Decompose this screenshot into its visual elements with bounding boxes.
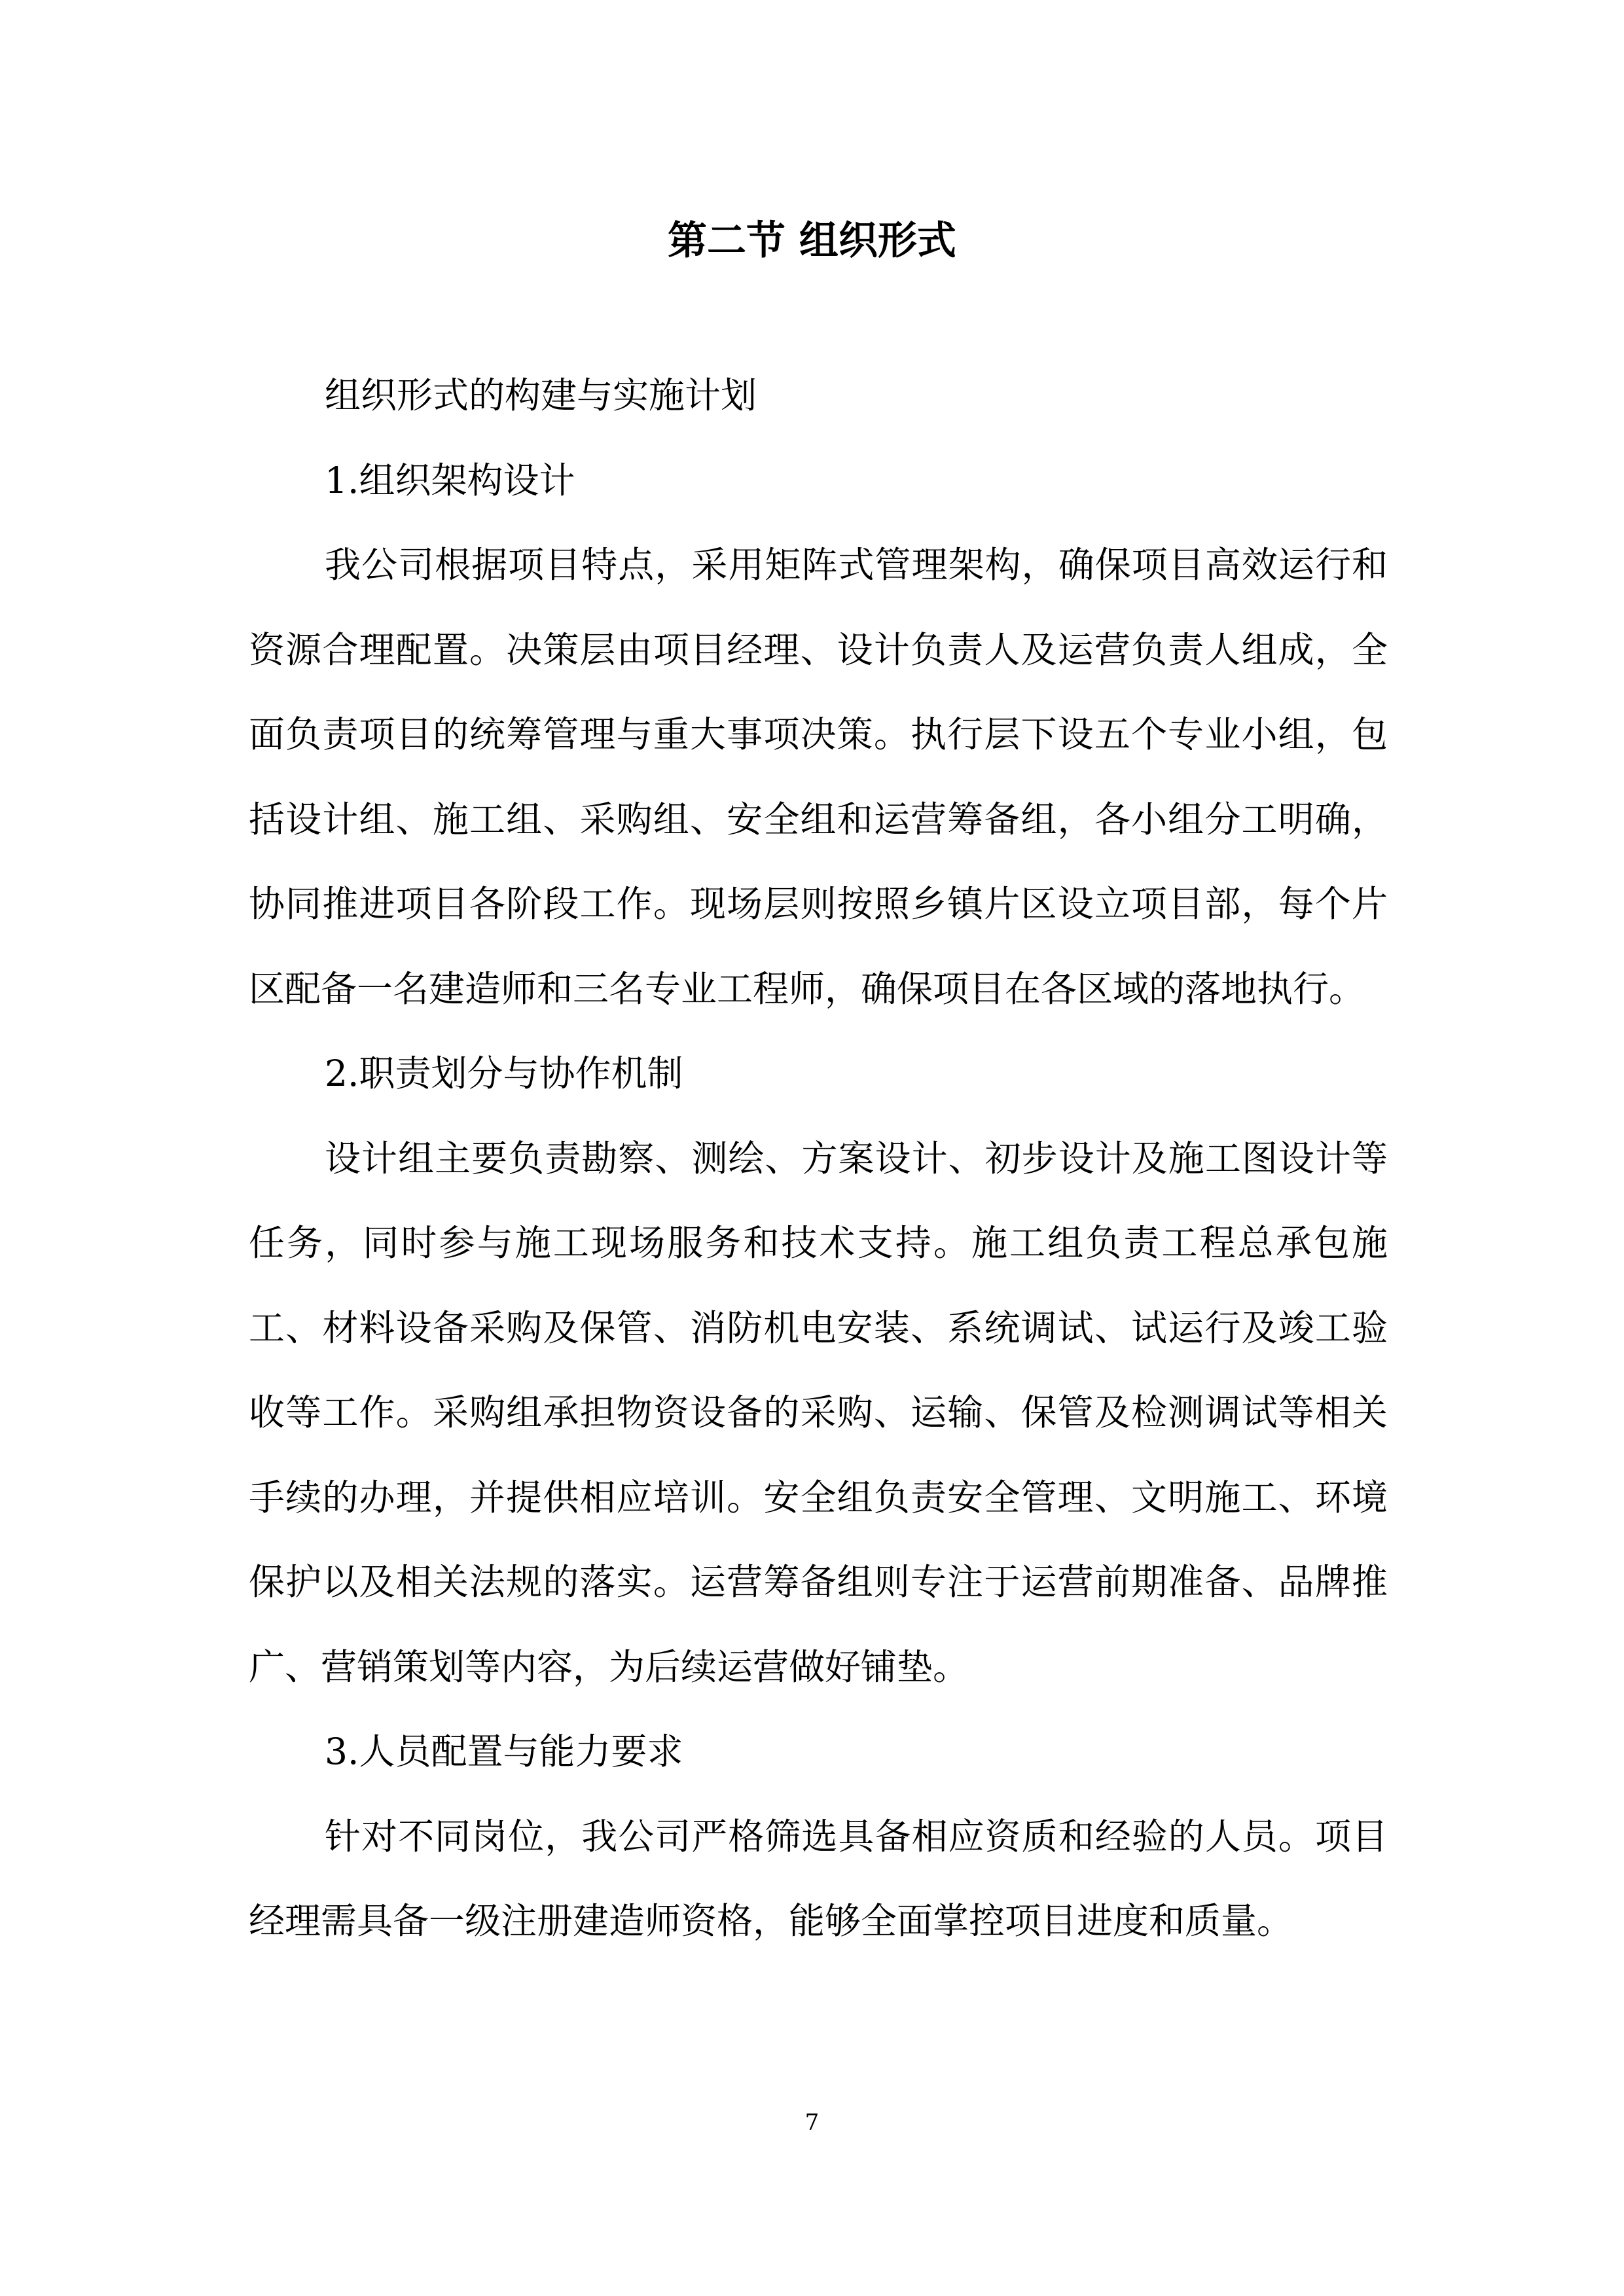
subheading-staffing: 3.人员配置与能力要求 [325, 1731, 683, 1772]
section-title: 第二节 组织形式 [668, 218, 956, 264]
paragraph-staffing: 针对不同岗位，我公司严格筛选具备相应资质和经验的人员。项目经理需具备一级注册建造师资格，能够全面掌控项目进度和质量。 [249, 1815, 1388, 1942]
subheading-organization-structure: 1.组织架构设计 [325, 459, 575, 501]
page-number: 7 [804, 2109, 820, 2136]
subheading-responsibilities: 2.职责划分与协作机制 [325, 1052, 683, 1094]
paragraph-organization-structure: 我公司根据项目特点，采用矩阵式管理架构，确保项目高效运行和资源合理配置。决策层由项目经理、设计负责人及运营负责人组成，全面负责项目的统筹管理与重大事项决策。执行层下设五个专业小组，包括设计组、施工组、采购组、安全组和运营筹备组，各小组分工明确，协同推进项目各阶段工作。现场层则按照乡镇片区设立项目部，每个片区配备一名建造师和三名专业工程师，确保项目在各区域的落地执行。 [249, 544, 1388, 1010]
body-text [249, 353, 1388, 1964]
intro-heading: 组织形式的构建与实施计划 [325, 374, 757, 416]
paragraph-responsibilities: 设计组主要负责勘察、测绘、方案设计、初步设计及施工图设计等任务，同时参与施工现场服务和技术支持。施工组负责工程总承包施工、材料设备采购及保管、消防机电安装、系统调试、试运行及竣工验收等工作。采购组承担物资设备的采购、运输、保管及检测调试等相关手续的办理，并提供相应培训。安全组负责安全管理、文明施工、环境保护以及相关法规的落实。运营筹备组则专注于运营前期准备、品牌推广、营销策划等内容，为后续运营做好铺垫。 [249, 1137, 1388, 1688]
